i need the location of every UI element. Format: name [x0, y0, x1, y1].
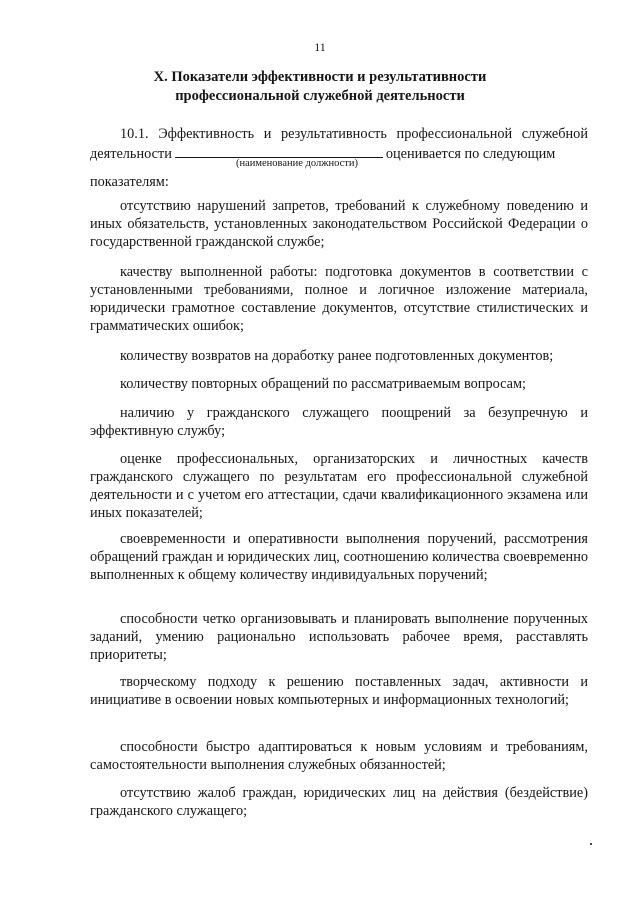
list-item: способности быстро адаптироваться к новым условиям и требованиям, самостоятельности выполнения служебных обязанностей; — [90, 739, 588, 773]
intro-text: 10.1. Эффективность и результативность профессиональной служебной деятельности — [90, 126, 588, 162]
scan-speck — [590, 843, 592, 845]
page-number: 11 — [314, 40, 326, 54]
list-item: отсутствию жалоб граждан, юридических лиц на действия (бездействие) гражданского служащего; — [90, 785, 588, 819]
section-heading-line-1: X. Показатели эффективности и результативности — [153, 69, 487, 85]
list-item: количеству повторных обращений по рассматриваемым вопросам; — [120, 376, 526, 392]
list-item: оценке профессиональных, организаторских и личностных качеств гражданского служащего по результатам его профессиональной служебной деятельности и с учетом его аттестации, сдачи квалификационного экзамена или иных показателей; — [90, 451, 588, 521]
intro-continuation: показателям: — [90, 174, 169, 190]
intro-text-after-blank: оценивается по следующим — [385, 146, 556, 162]
list-item: количеству возвратов на доработку ранее подготовленных документов; — [120, 348, 554, 364]
list-item: способности четко организовывать и планировать выполнение порученных заданий, умению рационально использовать рабочее время, расставлять приоритеты; — [90, 611, 588, 663]
section-heading-line-2: профессиональной служебной деятельности — [175, 88, 465, 104]
blank-caption: (наименование должности) — [235, 158, 359, 169]
position-blank-line — [175, 143, 383, 158]
list-item: наличию у гражданского служащего поощрений за безупречную и эффективную службу; — [90, 405, 588, 439]
section-heading — [60, 68, 580, 106]
list-item: отсутствию нарушений запретов, требований к служебному поведению и иных обязательств, установленных законодательством Российской Федерации о государственной гражданской службе; — [90, 198, 588, 250]
list-item: качеству выполненной работы: подготовка документов в соответствии с установленными требованиями, полное и логичное изложение материала, юридически грамотное составление документов, отсутствие стилистических и грамматических ошибок; — [90, 264, 588, 334]
list-item: творческому подходу к решению поставленных задач, активности и инициативе в освоении новых компьютерных и информационных технологий; — [90, 674, 588, 708]
list-item: своевременности и оперативности выполнения поручений, рассмотрения обращений граждан и юридических лиц, соотношению количества своевременно выполненных к общему количеству индивидуальных поручений; — [90, 531, 588, 583]
